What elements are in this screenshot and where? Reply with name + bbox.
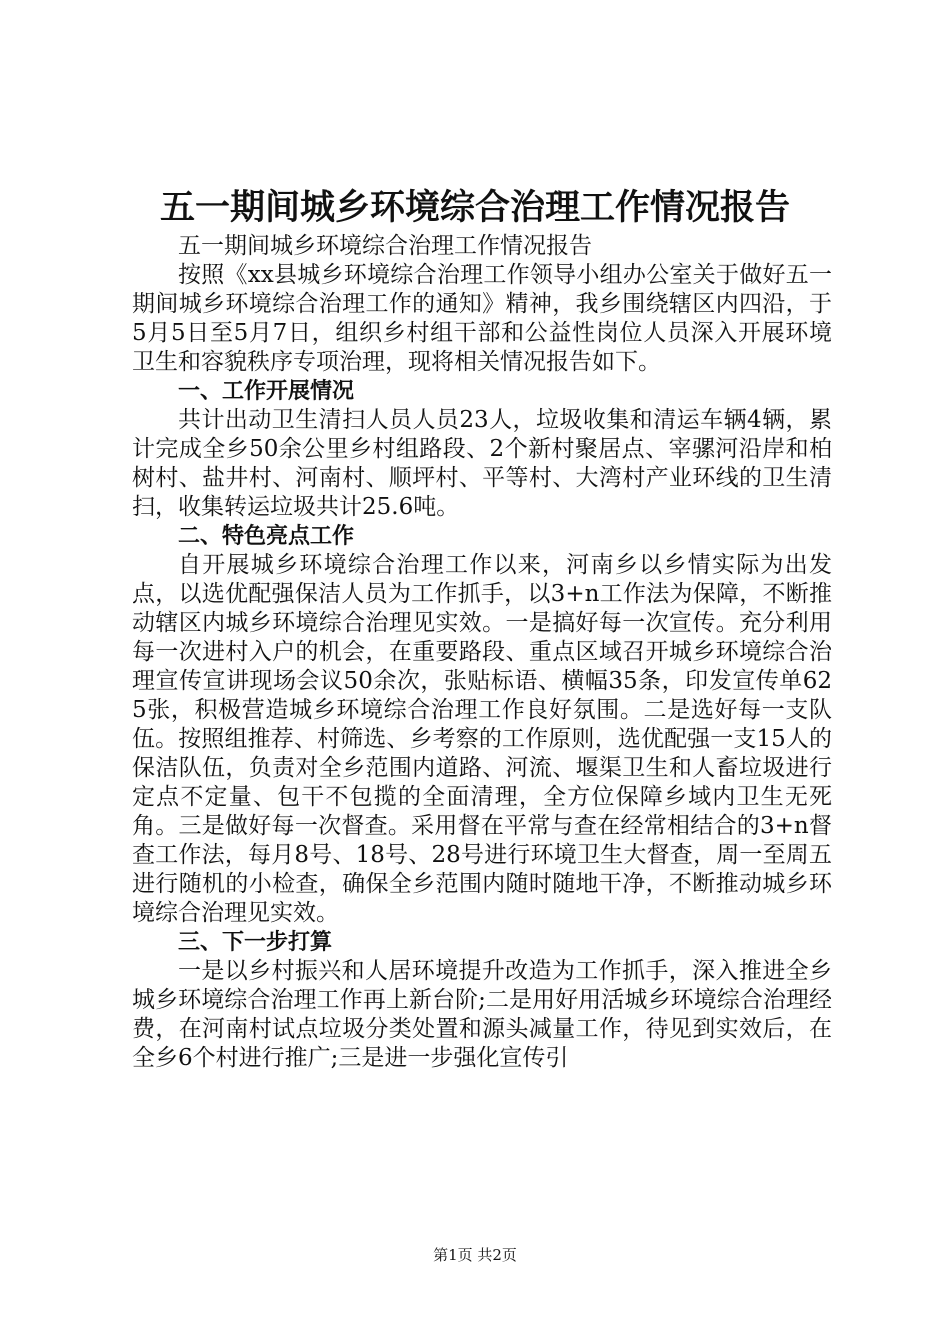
document-body [132,232,832,1073]
intro-paragraph: 按照《xx县城乡环境综合治理工作领导小组办公室关于做好五一期间城乡环境综合治理工作的通知》精神，我乡围绕辖区内四沿，于5月5日至5月7日，组织乡村组干部和公益性岗位人员深入开展环境卫生和容貌秩序专项治理，现将相关情况报告如下。 [132,262,832,375]
page-footer: 第1页 共2页 [433,1246,517,1264]
document-title: 五一期间城乡环境综合治理工作情况报告 [159,188,790,228]
subtitle-paragraph: 五一期间城乡环境综合治理工作情况报告 [178,233,592,259]
work-status-paragraph: 共计出动卫生清扫人员人员23人，垃圾收集和清运车辆4辆，累计完成全乡50余公里乡村组路段、2个新村聚居点、宰骡河沿岸和柏树村、盐井村、河南村、顺坪村、平等村、大湾村产业环线的卫生清扫，收集转运垃圾共计25.6吨。 [132,407,832,520]
next-steps-paragraph: 一是以乡村振兴和人居环境提升改造为工作抓手，深入推进全乡城乡环境综合治理工作再上新台阶;二是用好用活城乡环境综合治理经费，在河南村试点垃圾分类处置和源头减量工作，待见到实效后，在全乡6个村进行推广;三是进一步强化宣传引 [132,958,832,1071]
section-heading-next-steps: 三、下一步打算 [178,930,333,955]
section-heading-highlights: 二、特色亮点工作 [178,524,355,549]
section-heading-work-status: 一、工作开展情况 [178,379,355,404]
highlights-paragraph: 自开展城乡环境综合治理工作以来，河南乡以乡情实际为出发点，以选优配强保洁人员为工作抓手，以3+n工作法为保障，不断推动辖区内城乡环境综合治理见实效。一是搞好每一次宣传。充分利用每一次进村入户的机会，在重要路段、重点区域召开城乡环境综合治理宣传宣讲现场会议50余次，张贴标语、横幅35条，印发宣传单625张，积极营造城乡环境综合治理工作良好氛围。二是选好每一支队伍。按照组推荐、村筛选、乡考察的工作原则，选优配强一支15人的保洁队伍，负责对全乡范围内道路、河流、堰渠卫生和人畜垃圾进行定点不定量、包干不包揽的全面清理，全方位保障乡域内卫生无死角。三是做好每一次督查。采用督在平常与查在经常相结合的3+n督查工作法，每月8号、18号、28号进行环境卫生大督查，周一至周五进行随机的小检查，确保全乡范围内随时随地干净，不断推动城乡环境综合治理见实效。 [132,552,832,926]
